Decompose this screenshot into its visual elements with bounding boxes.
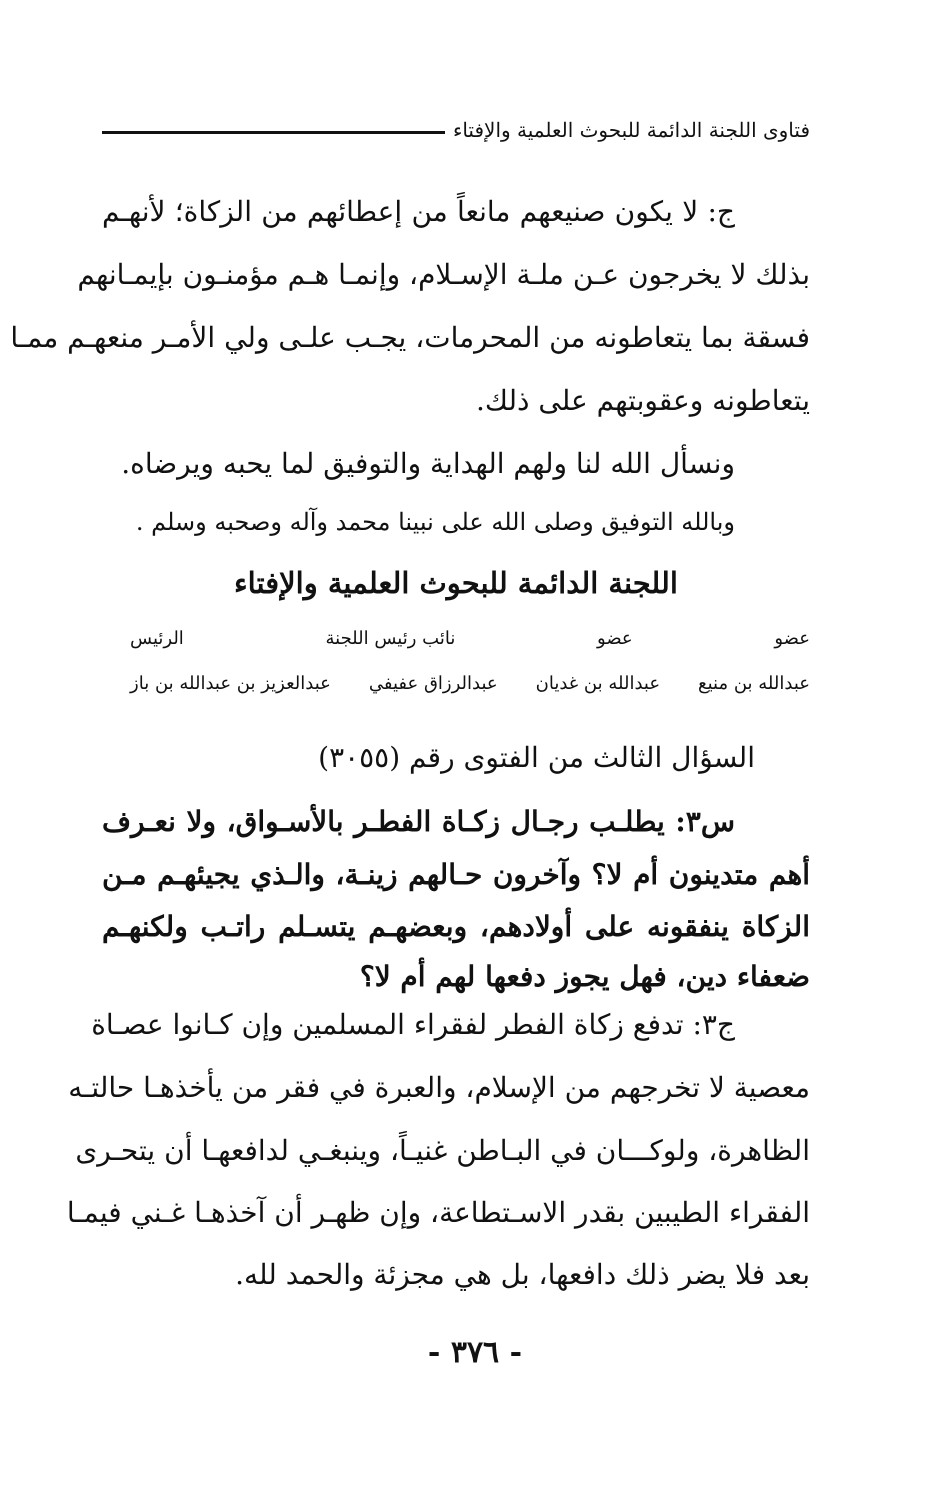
page-number: - ٣٧٦ - [427, 1335, 523, 1370]
answer-line-2: معصية لا تخرجهم من الإسلام، والعبرة في فقر من يأخذهـا حالتـه [68, 1071, 810, 1104]
running-header [102, 118, 810, 142]
closing-dua: ونسأل الله لنا ولهم الهداية والتوفيق لما يحبه ويرضاه. [121, 447, 735, 480]
member-name-2: عبدالله بن غديان [535, 673, 661, 694]
role-2: عضو [597, 628, 633, 649]
question-line-1: س٣: يطلـب رجـال زكـاة الفطـر بالأسـواق، ولا نعـرف [102, 805, 735, 838]
committee-name: اللجنة الدائمة للبحوث العلمية والإفتاء [234, 566, 678, 600]
answer-prev-line-1: ج: لا يكون صنيعهم مانعاً من إعطائهم من الزكاة؛ لأنهـم [102, 195, 735, 228]
role-1: عضو [774, 628, 810, 649]
answer-line-5: بعد فلا يضر ذلك دافعها، بل هي مجزئة والحمد لله. [235, 1258, 810, 1291]
committee-roles [130, 628, 810, 649]
role-3: نائب رئيس اللجنة [325, 628, 456, 649]
question-line-3: الزكاة ينفقونه على أولادهم، وبعضهـم يتسـلم راتـب ولكنهـم [102, 910, 810, 943]
answer-line-1: ج٣: تدفع زكاة الفطر لفقراء المسلمين وإن كـانوا عصـاة [91, 1008, 735, 1041]
fatwa-reference: السؤال الثالث من الفتوى رقم (٣٠٥٥) [318, 741, 755, 774]
question-line-4: ضعفاء دين، فهل يجوز دفعها لهم أم لا؟ [359, 960, 810, 993]
header-rule [102, 131, 445, 134]
answer-line-4: الفقراء الطيبين بقدر الاسـتطاعة، وإن ظهـر أن آخذهـا غـني فيمـا [66, 1196, 810, 1229]
answer-prev-line-2: بذلك لا يخرجون عـن ملـة الإسـلام، وإنمـا هـم مؤمنـون بإيمـانهم [77, 258, 810, 291]
header-title: فتاوى اللجنة الدائمة للبحوث العلمية والإفتاء [452, 118, 810, 142]
closing-salutation: وبالله التوفيق وصلى الله على نبينا محمد وآله وصحبه وسلم . [135, 508, 735, 536]
answer-prev-line-3: فسقة بما يتعاطونه من المحرمات، يجـب علـى ولي الأمـر منعهـم ممـا [10, 321, 810, 354]
question-line-2: أهم متدينون أم لا؟ وآخرون حـالهم زينـة، والـذي يجيئهـم مـن [102, 858, 810, 891]
role-4: الرئيس [130, 628, 184, 649]
answer-prev-line-4: يتعاطونه وعقوبتهم على ذلك. [476, 384, 810, 417]
member-name-4: عبدالعزيز بن عبدالله بن باز [130, 673, 331, 694]
member-name-3: عبدالرزاق عفيفي [368, 673, 498, 694]
member-name-1: عبدالله بن منيع [698, 673, 810, 694]
committee-names [130, 673, 810, 694]
answer-line-3: الظاهرة، ولوكـــان في البـاطن غنيـاً، وينبغـي لدافعهـا أن يتحـرى [75, 1134, 810, 1167]
